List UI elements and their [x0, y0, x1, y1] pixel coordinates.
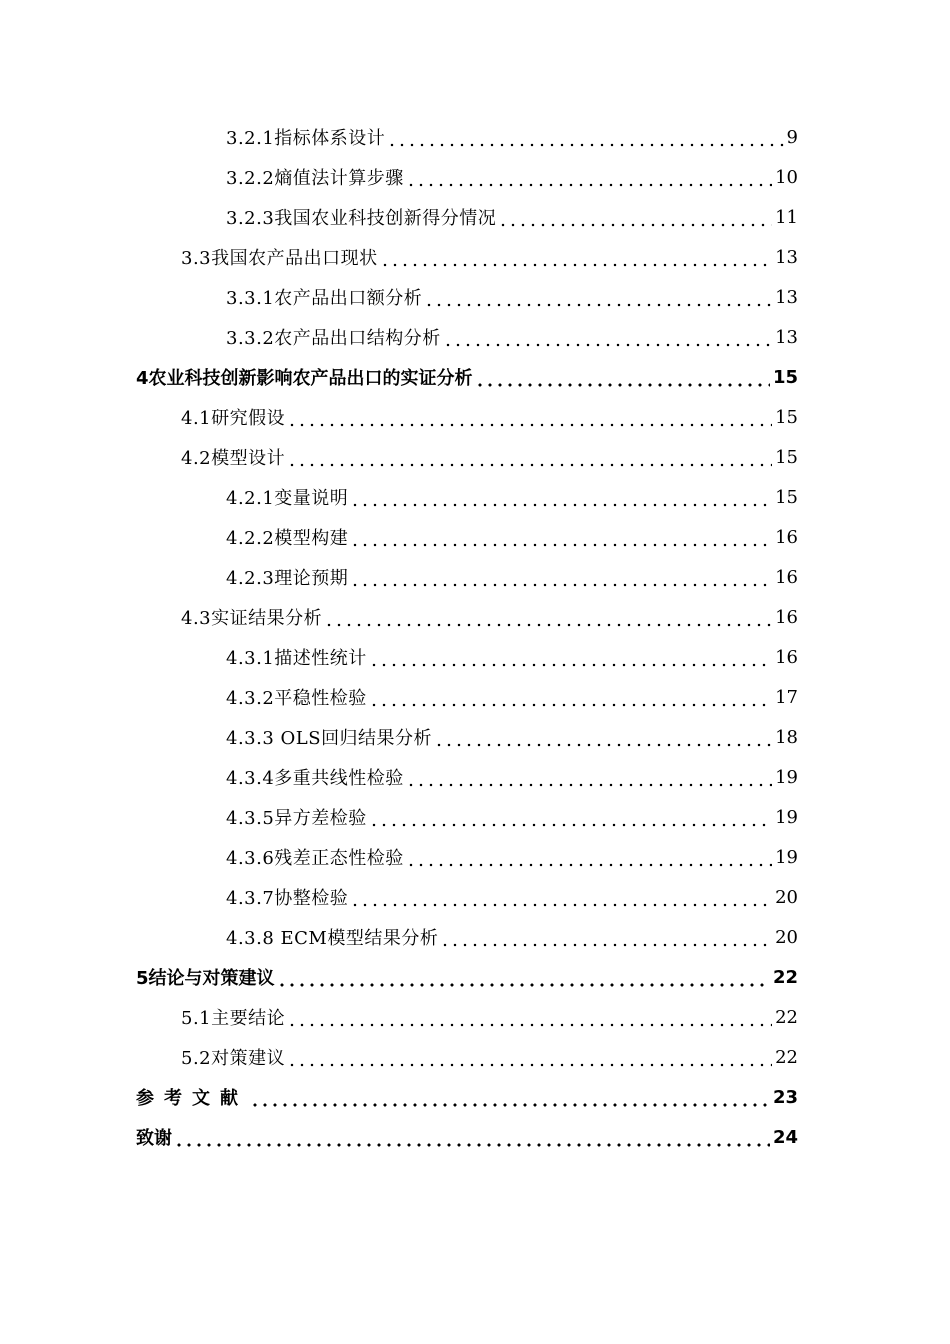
toc-entry: [0, 837, 950, 877]
dot-leader: [424, 286, 772, 308]
toc-entry-title: 4.3.5异方差检验: [226, 808, 367, 829]
toc-entry-title: 5.1主要结论: [181, 1008, 286, 1029]
toc-entry: [0, 797, 950, 837]
toc-page-number: 15: [775, 446, 798, 468]
dot-leader: [350, 566, 772, 588]
toc-acknowledgements-title: 致谢: [136, 1128, 172, 1149]
toc-entry-title: 4.3.4多重共线性检验: [226, 768, 404, 789]
toc-page-number: 16: [775, 606, 798, 628]
toc-entry-title: 3.2.3我国农业科技创新得分情况: [226, 208, 497, 229]
toc-page-number: 20: [775, 886, 798, 908]
dot-leader: [174, 1126, 770, 1148]
toc-entry: [0, 517, 950, 557]
toc-entry-title: 4.3.7协整检验: [226, 888, 349, 909]
toc-page-number: 24: [772, 1126, 798, 1148]
toc-page-number: 22: [772, 966, 798, 988]
dot-leader: [287, 1006, 772, 1028]
toc-link[interactable]: [181, 597, 798, 637]
toc-entry: [0, 997, 950, 1037]
toc-chapter: [0, 1117, 950, 1157]
toc-link[interactable]: [136, 957, 798, 997]
dot-leader: [369, 806, 772, 828]
toc-link[interactable]: [181, 437, 798, 477]
toc-link[interactable]: [226, 797, 798, 837]
toc-link[interactable]: [226, 757, 798, 797]
toc-entry-title: 4.2.3理论预期: [226, 568, 349, 589]
toc-entry: [0, 277, 950, 317]
toc-link[interactable]: [226, 157, 798, 197]
toc-link[interactable]: [226, 637, 798, 677]
dot-leader: [475, 366, 770, 388]
dot-leader: [498, 206, 772, 228]
toc-entry-title: 3.3.2农产品出口结构分析: [226, 328, 441, 349]
toc-entry: [0, 397, 950, 437]
toc-entry-title: 4.2模型设计: [181, 448, 286, 469]
toc-link[interactable]: [136, 357, 798, 397]
toc-entry-title: 3.3.1农产品出口额分析: [226, 288, 423, 309]
toc-entry-title: 4.1研究假设: [181, 408, 286, 429]
dot-leader: [324, 606, 772, 628]
toc-page-number: 17: [775, 686, 798, 708]
toc-entry-title: 3.2.1指标体系设计: [226, 128, 386, 149]
dot-leader: [277, 966, 770, 988]
toc-entry: [0, 637, 950, 677]
toc-link[interactable]: [181, 237, 798, 277]
dot-leader: [434, 726, 772, 748]
toc-page-number: 19: [775, 806, 798, 828]
toc-page-number: 19: [775, 846, 798, 868]
toc-entry-title: 4.3.6残差正态性检验: [226, 848, 404, 869]
dot-leader: [287, 1046, 772, 1068]
dot-leader: [287, 446, 772, 468]
toc-link[interactable]: [226, 197, 798, 237]
toc-entry-title: 4.2.1变量说明: [226, 488, 349, 509]
toc-link[interactable]: [226, 557, 798, 597]
toc-entry: [0, 157, 950, 197]
toc-entry-title: 3.2.2熵值法计算步骤: [226, 168, 404, 189]
toc-page-number: 23: [772, 1086, 798, 1108]
toc-entry: [0, 317, 950, 357]
toc-link[interactable]: [226, 917, 798, 957]
toc-page-number: 15: [772, 366, 798, 388]
toc-chapter: [0, 957, 950, 997]
toc-chapter-title: 4农业科技创新影响农产品出口的实证分析: [136, 368, 473, 389]
toc-link[interactable]: [136, 1077, 798, 1117]
toc-page-number: 15: [775, 486, 798, 508]
toc-link[interactable]: [136, 1117, 798, 1157]
toc-page-number: 22: [775, 1006, 798, 1028]
dot-leader: [287, 406, 772, 428]
toc-page-number: 10: [775, 166, 798, 188]
toc-link[interactable]: [226, 477, 798, 517]
toc-page-number: 16: [775, 566, 798, 588]
dot-leader: [350, 486, 772, 508]
toc-entry-title: 4.3.1描述性统计: [226, 648, 367, 669]
dot-leader: [250, 1086, 770, 1108]
toc-page-number: 9: [786, 126, 798, 148]
toc-page-number: 13: [775, 326, 798, 348]
toc-link[interactable]: [226, 837, 798, 877]
toc-entry: [0, 717, 950, 757]
toc-page-number: 16: [775, 646, 798, 668]
toc-chapter: [0, 1077, 950, 1117]
toc-entry: [0, 197, 950, 237]
dot-leader: [406, 846, 772, 868]
toc-page-number: 20: [775, 926, 798, 948]
dot-leader: [369, 686, 772, 708]
toc-page-number: 15: [775, 406, 798, 428]
table-of-contents: [0, 117, 950, 1157]
toc-link[interactable]: [226, 717, 798, 757]
toc-entry: [0, 437, 950, 477]
toc-entry: [0, 677, 950, 717]
toc-link[interactable]: [181, 997, 798, 1037]
dot-leader: [406, 766, 772, 788]
toc-link[interactable]: [226, 117, 798, 157]
toc-entry-title: 4.3.8 ECM模型结果分析: [226, 928, 439, 949]
dot-leader: [350, 526, 772, 548]
toc-entry: [0, 917, 950, 957]
toc-entry: [0, 237, 950, 277]
toc-entry: [0, 557, 950, 597]
dot-leader: [443, 326, 772, 348]
toc-entry-title: 3.3我国农产品出口现状: [181, 248, 378, 269]
toc-page-number: 19: [775, 766, 798, 788]
toc-entry-title: 4.3.2平稳性检验: [226, 688, 367, 709]
dot-leader: [350, 886, 772, 908]
toc-link[interactable]: [226, 517, 798, 557]
toc-entry-title: 4.3实证结果分析: [181, 608, 323, 629]
toc-link[interactable]: [226, 317, 798, 357]
toc-link[interactable]: [181, 397, 798, 437]
toc-entry: [0, 1037, 950, 1077]
toc-entry-title: 4.2.2模型构建: [226, 528, 349, 549]
dot-leader: [380, 246, 772, 268]
dot-leader: [387, 126, 783, 148]
toc-entry: [0, 597, 950, 637]
toc-entry: [0, 117, 950, 157]
toc-entry-title: 4.3.3 OLS回归结果分析: [226, 728, 433, 749]
toc-entry: [0, 757, 950, 797]
toc-entry: [0, 477, 950, 517]
toc-chapter-title: 5结论与对策建议: [136, 968, 275, 989]
toc-page-number: 18: [775, 726, 798, 748]
dot-leader: [406, 166, 772, 188]
toc-chapter: [0, 357, 950, 397]
dot-leader: [440, 926, 772, 948]
toc-page-number: 16: [775, 526, 798, 548]
toc-entry: [0, 877, 950, 917]
dot-leader: [369, 646, 772, 668]
toc-link[interactable]: [181, 1037, 798, 1077]
toc-page-number: 22: [775, 1046, 798, 1068]
toc-entry-title: 5.2对策建议: [181, 1048, 286, 1069]
toc-link[interactable]: [226, 277, 798, 317]
toc-references-title: 参考文献: [136, 1088, 248, 1109]
toc-link[interactable]: [226, 677, 798, 717]
toc-page-number: 11: [775, 206, 798, 228]
toc-link[interactable]: [226, 877, 798, 917]
toc-page-number: 13: [775, 286, 798, 308]
toc-page-number: 13: [775, 246, 798, 268]
